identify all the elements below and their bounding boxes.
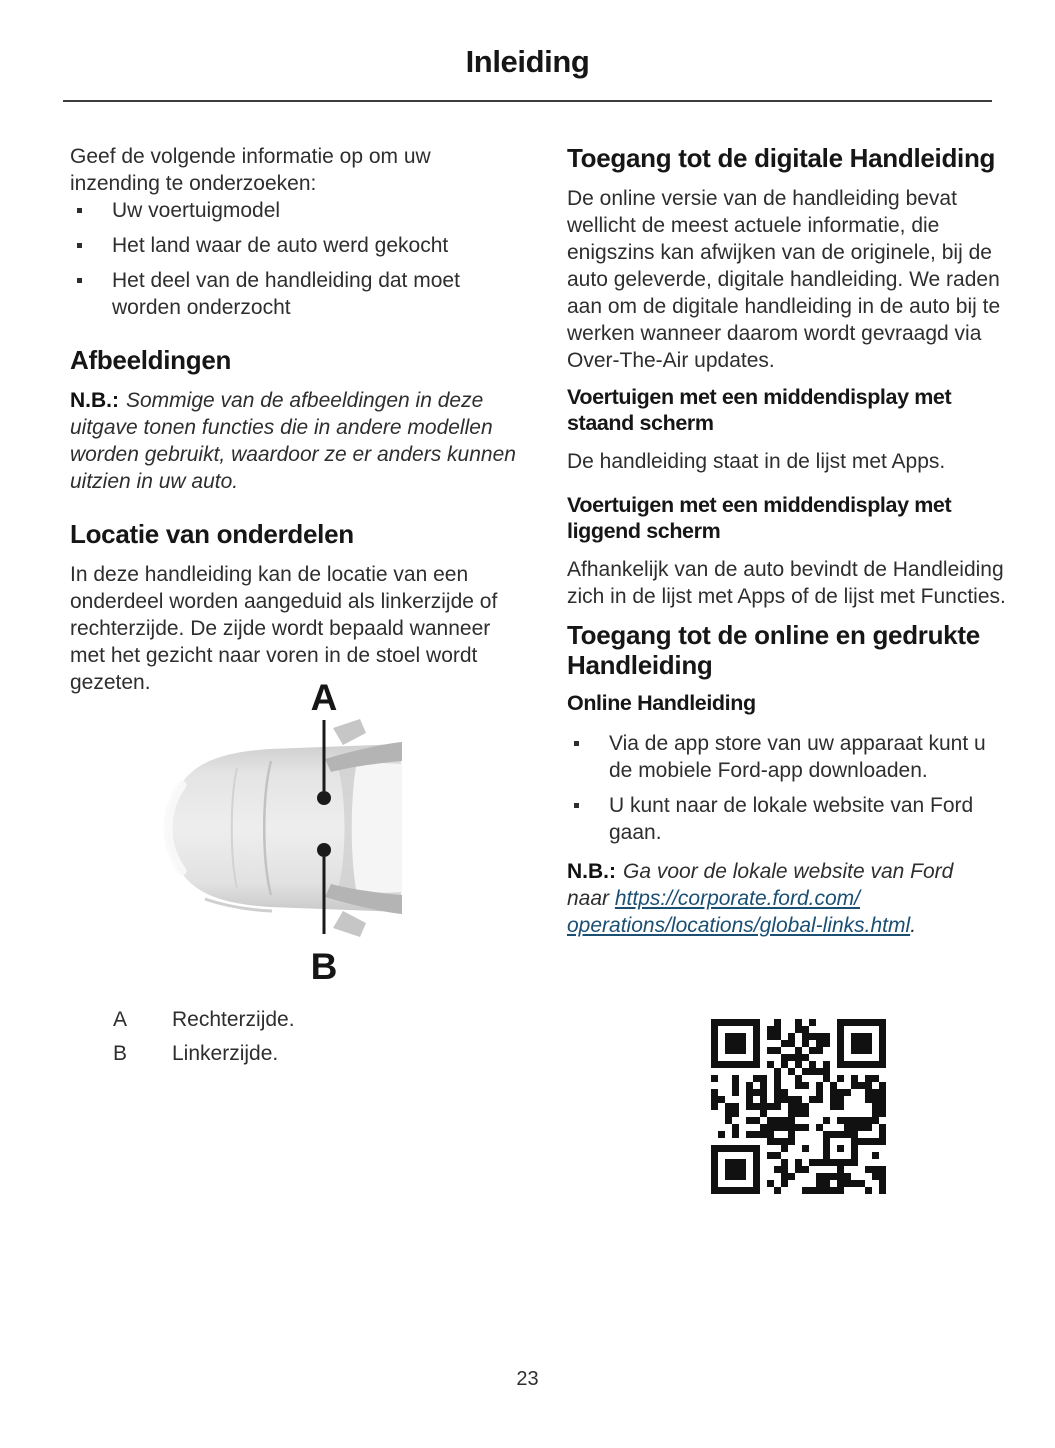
list-item-text: Het deel van de handleiding dat moet worden onderzocht: [112, 269, 460, 319]
bullet-icon: [77, 278, 82, 283]
list-item: [70, 197, 522, 224]
note-text: Sommige van de afbeeldingen in deze uitgave tonen functies die in andere modellen worden gebruikt, waardoor ze er anders kunnen uitzien in uw auto.: [70, 389, 516, 493]
portrait-display-subheading: Voertuigen met een middendisplay met staand scherm: [567, 385, 952, 435]
link-text: https://corporate.ford.com/: [614, 887, 860, 910]
legend-value-a: Rechterzijde.: [172, 1008, 295, 1031]
list-item: [567, 730, 998, 784]
list-item-text: Via de app store van uw apparaat kunt u de mobiele Ford-app downloaden.: [609, 732, 986, 782]
list-item-text: Het land waar de auto werd gekocht: [112, 234, 449, 257]
qr-code-image: [711, 1019, 886, 1194]
ford-global-links-link[interactable]: [567, 887, 910, 937]
digital-manual-heading: Toegang tot de digitale Handleiding: [567, 143, 996, 173]
list-item-text: U kunt naar de lokale website van Ford gaan.: [609, 794, 974, 844]
figure-label-b: B: [310, 946, 338, 987]
intro-paragraph: Geef de volgende informatie op om uw inzending te onderzoeken:: [70, 145, 431, 195]
images-heading: Afbeeldingen: [70, 345, 232, 375]
note-text: Ga voor de lokale website van Ford: [623, 860, 954, 883]
legend-row: [113, 1040, 295, 1067]
callout-dot-b: [317, 843, 331, 857]
list-item: [70, 267, 522, 321]
bullet-icon: [574, 803, 579, 808]
landscape-display-subheading: Voertuigen met een middendisplay met liggend scherm: [567, 493, 952, 543]
bullet-icon: [77, 208, 82, 213]
qr-code: [711, 1019, 886, 1194]
online-printed-heading: Toegang tot de online en gedrukte Handleiding: [567, 620, 980, 680]
online-manual-subheading: Online Handleiding: [567, 691, 756, 715]
right-column: [567, 143, 1012, 939]
note-label: N.B.:: [567, 860, 616, 883]
landscape-display-paragraph: Afhankelijk van de auto bevindt de Handleiding zich in de lijst met Apps of de lijst met Functies.: [567, 558, 1006, 608]
legend-key-b: B: [113, 1042, 128, 1065]
note-text: naar: [567, 887, 615, 910]
list-item: [70, 232, 522, 259]
page-number: 23: [516, 1368, 539, 1390]
car-top-view-image: [167, 719, 402, 937]
submit-info-list: [70, 197, 522, 321]
bullet-icon: [574, 741, 579, 746]
list-item: [567, 792, 998, 846]
legend-value-b: Linkerzijde.: [172, 1042, 279, 1065]
figure-label-a: A: [310, 677, 338, 718]
title-divider: [63, 100, 992, 102]
online-access-list: [567, 730, 1012, 846]
digital-manual-paragraph: De online versie van de handleiding bevat wellicht de meest actuele informatie, die enigszins kan afwijken van de originele, bij de auto geleverde, digitale handleiding. We raden aan om de digitale handleiding in de auto bij te werken wanneer daarom wordt gevraagd via Over-The-Air updates.: [567, 187, 1001, 372]
link-text: operations/locations/global-links.html: [567, 914, 911, 937]
note-label: N.B.:: [70, 389, 119, 412]
images-note: [70, 387, 522, 495]
website-note: [567, 858, 1012, 939]
location-paragraph: In deze handleiding kan de locatie van een onderdeel worden aangeduid als linkerzijde of rechterzijde. De zijde wordt bepaald wanneer met het gezicht naar voren in de stoel wordt gezeten.: [70, 563, 498, 694]
left-column: [70, 143, 522, 696]
page-title: Inleiding: [465, 44, 590, 79]
callout-dot-a: [317, 791, 331, 805]
figure-legend: [113, 1006, 295, 1074]
location-heading: Locatie van onderdelen: [70, 519, 354, 549]
list-item-text: Uw voertuigmodel: [112, 199, 281, 222]
vehicle-side-figure: [65, 666, 525, 1006]
bullet-icon: [77, 243, 82, 248]
legend-row: [113, 1006, 295, 1033]
legend-key-a: A: [113, 1008, 128, 1031]
note-text: .: [910, 914, 917, 937]
portrait-display-paragraph: De handleiding staat in de lijst met Apps.: [567, 450, 946, 473]
